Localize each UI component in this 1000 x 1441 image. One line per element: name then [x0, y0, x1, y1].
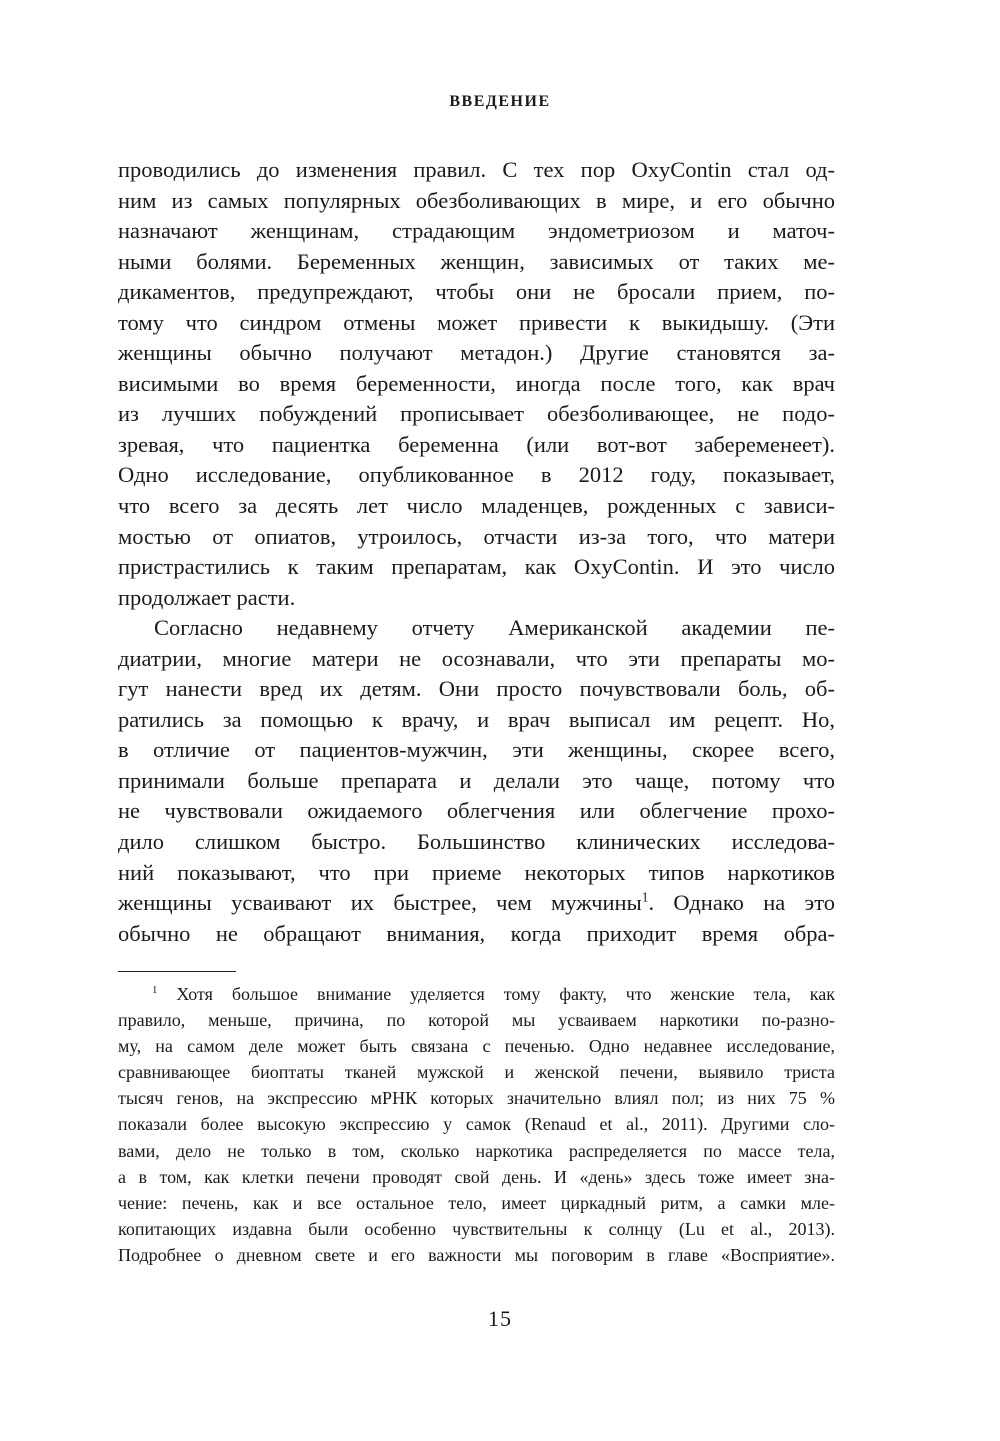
line-text: чение: печень, как и все остальное тело, имеет циркадный ритм, а самки мле- [118, 1192, 835, 1213]
line-text: Хотя большое внимание уделяется тому факту, что женские тела, как [176, 984, 836, 1004]
line-text: Подробнее о дневном свете и его важности мы поговорим в главе «Восприятие». [118, 1244, 835, 1265]
line-text: не чувствовали ожидаемого облегчения или облегчение прохо- [118, 798, 835, 824]
line-text: ним из самых популярных обезболивающих в мире, и его обычно [118, 187, 835, 213]
footnote-divider [118, 971, 236, 972]
body-line [118, 277, 835, 308]
line-text: дикаментов, предупреждают, чтобы они не бросали прием, по- [118, 279, 835, 305]
line-text: женщины обычно получают метадон.) Другие становятся за- [118, 340, 835, 366]
body-line [118, 338, 835, 369]
body-line [118, 216, 835, 247]
line-text: обычно не обращают внимания, когда приходит время обра- [118, 920, 835, 946]
footnote-line [118, 1111, 835, 1137]
body-line [118, 155, 835, 186]
line-text: сравнивающее биоптаты тканей мужской и женской печени, выявило триста [118, 1062, 835, 1083]
running-header: ВВЕДЕНИЕ [449, 93, 551, 110]
body-line [118, 583, 835, 614]
body-line [118, 399, 835, 430]
body-line [118, 766, 835, 797]
body-line [118, 460, 835, 491]
line-text: . Однако на это [648, 890, 835, 916]
body-line [118, 919, 835, 950]
footnote-number: 1 [152, 984, 158, 996]
footnote-line [118, 1059, 835, 1085]
line-text: копитающих издавна были особенно чувствительны к солнцу (Lu et al., 2013). [118, 1218, 835, 1239]
line-text: зревая, что пациентка беременна (или вот-вот забеременеет). [118, 431, 835, 457]
line-text: правило, меньше, причина, по которой мы усваиваем наркотики по-разно- [118, 1010, 835, 1031]
line-text: показали более высокую экспрессию у самок (Renaud et al., 2011). Другими сло- [118, 1114, 835, 1135]
footnote-marker: 1 [641, 889, 649, 905]
line-text: гут нанести вред их детям. Они просто почувствовали боль, об- [118, 676, 835, 702]
line-text: диатрии, многие матери не осознавали, что эти препараты мо- [118, 645, 835, 671]
body-line [118, 858, 835, 889]
body-text [118, 155, 835, 949]
footnote-line [118, 1007, 835, 1033]
footnote-line [118, 981, 835, 1007]
body-line [118, 552, 835, 583]
line-text: из лучших побуждений прописывает обезболивающее, не подо- [118, 401, 835, 427]
footnote-line [118, 1242, 835, 1268]
page-number: 15 [488, 1306, 512, 1331]
footnote-line [118, 1216, 835, 1242]
body-line [118, 491, 835, 522]
body-line [118, 247, 835, 278]
line-text: пристрастились к таким препаратам, как OxyContin. И это число [118, 554, 835, 580]
line-text: принимали больше препарата и делали это чаще, потому что [118, 767, 835, 793]
body-line [118, 522, 835, 553]
line-text: продолжает расти. [118, 584, 296, 610]
line-text: Согласно недавнему отчету Американской академии пе- [154, 615, 835, 641]
line-text: вами, дело не только в том, сколько наркотика распределяется по массе тела, [118, 1140, 835, 1161]
body-line [118, 430, 835, 461]
line-text: женщины усваивают их быстрее, чем мужчины [118, 890, 642, 916]
body-line [118, 796, 835, 827]
body-line [118, 644, 835, 675]
line-text: му, на самом деле может быть связана с печенью. Одно недавнее исследование, [118, 1036, 835, 1057]
line-text: в отличие от пациентов-мужчин, эти женщины, скорее всего, [118, 737, 835, 763]
line-text: Одно исследование, опубликованное в 2012 году, показывает, [118, 462, 835, 488]
line-text: проводились до изменения правил. С тех пор OxyContin стал од- [118, 157, 835, 182]
body-line [118, 735, 835, 766]
line-text: висимыми во время беременности, иногда после того, как врач [118, 370, 835, 396]
footnote-line [118, 1164, 835, 1190]
footnote [118, 981, 835, 1268]
line-text: тому что синдром отмены может привести к выкидышу. (Эти [118, 309, 835, 335]
line-text: назначают женщинам, страдающим эндометриозом и маточ- [118, 218, 835, 244]
line-text: что всего за десять лет число младенцев, рожденных с зависи- [118, 493, 835, 519]
body-line [118, 888, 835, 919]
body-line [118, 613, 835, 644]
body-line [118, 369, 835, 400]
body-line [118, 827, 835, 858]
body-line [118, 186, 835, 217]
body-line [118, 674, 835, 705]
line-text: ний показывают, что при приеме некоторых типов наркотиков [118, 859, 835, 885]
footnote-line [118, 1085, 835, 1111]
footnote-line [118, 1138, 835, 1164]
line-text: дило слишком быстро. Большинство клинических исследова- [118, 829, 835, 855]
line-text: ратились за помощью к врачу, и врач выписал им рецепт. Но, [118, 706, 835, 732]
line-text: а в том, как клетки печени проводят свой день. И «день» здесь тоже имеет зна- [118, 1166, 835, 1187]
body-line [118, 308, 835, 339]
line-text: тысяч генов, на экспрессию мРНК которых значительно влиял пол; из них 75 % [118, 1088, 835, 1109]
footnote-line [118, 1033, 835, 1059]
line-text: ными болями. Беременных женщин, зависимых от таких ме- [118, 248, 835, 274]
body-line [118, 705, 835, 736]
footnote-line [118, 1190, 835, 1216]
line-text: мостью от опиатов, утроилось, отчасти из-за того, что матери [118, 523, 835, 549]
